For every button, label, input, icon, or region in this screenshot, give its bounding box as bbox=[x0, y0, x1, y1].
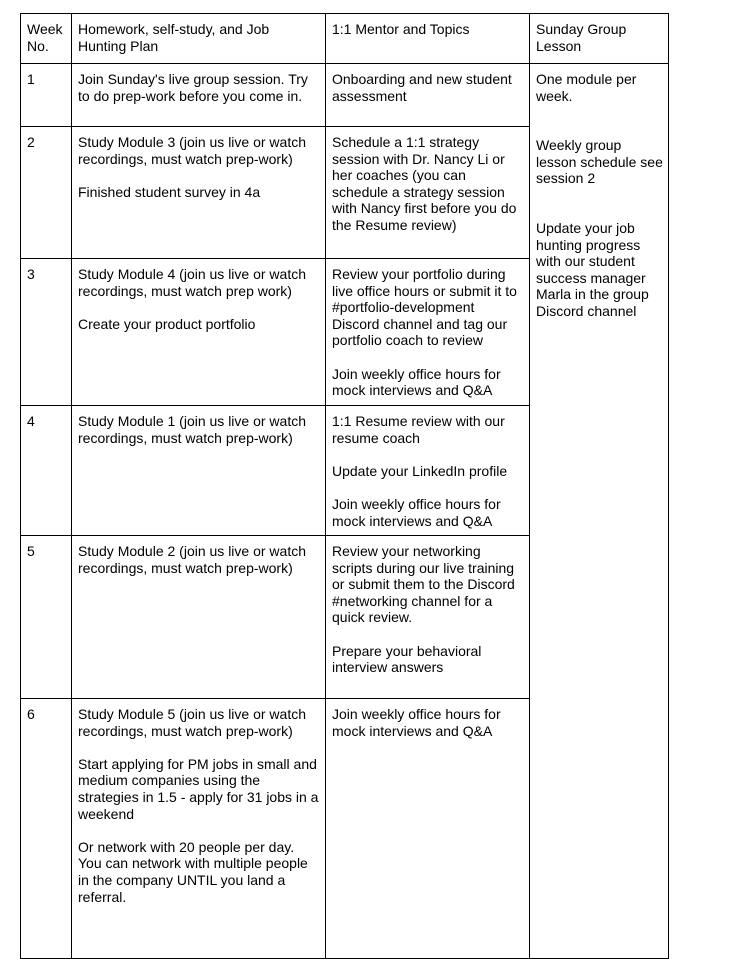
paragraph: Join Sunday's live group session. Try to do prep-work before you come in. bbox=[78, 71, 308, 104]
sunday-lesson-cell bbox=[530, 64, 669, 959]
paragraph: Finished student survey in 4a bbox=[78, 183, 261, 200]
week-cell: 3 bbox=[21, 259, 72, 406]
paragraph: Prepare your behavioral interview answers bbox=[332, 642, 482, 676]
paragraph: Or network with 20 people per day. You can network with multiple people in the company UNTIL you land a referral. bbox=[78, 838, 308, 905]
homework-cell bbox=[72, 536, 326, 699]
paragraph: Study Module 1 (join us live or watch recordings, must watch prep-work) bbox=[78, 413, 306, 446]
header-week: Week No. bbox=[21, 14, 72, 64]
week-cell: 5 bbox=[21, 536, 72, 699]
paragraph: Schedule a 1:1 strategy session with Dr. Nancy Li or her coaches (you can schedule a strategy session with Nancy first before you do the Resume review) bbox=[332, 134, 517, 233]
header-homework: Homework, self-study, and Job Hunting Plan bbox=[72, 14, 326, 64]
paragraph: Join weekly office hours for mock interviews and Q&A bbox=[332, 365, 501, 399]
paragraph: Join weekly office hours for mock interviews and Q&A bbox=[332, 495, 501, 529]
mentor-cell bbox=[326, 259, 530, 406]
paragraph: Onboarding and new student assessment bbox=[332, 71, 512, 104]
header-mentor: 1:1 Mentor and Topics bbox=[326, 14, 530, 64]
paragraph: Review your networking scripts during our live training or submit them to the Discord #networking channel for a quick review. bbox=[332, 543, 515, 626]
homework-cell bbox=[72, 406, 326, 536]
homework-cell bbox=[72, 699, 326, 959]
mentor-cell bbox=[326, 406, 530, 536]
mentor-cell bbox=[326, 699, 530, 959]
mentor-cell bbox=[326, 64, 530, 127]
week-cell: 1 bbox=[21, 64, 72, 127]
mentor-cell bbox=[326, 536, 530, 699]
week-cell: 2 bbox=[21, 127, 72, 259]
week-cell: 6 bbox=[21, 699, 72, 959]
mentor-cell bbox=[326, 127, 530, 259]
paragraph: Study Module 4 (join us live or watch recordings, must watch prep work) bbox=[78, 266, 306, 299]
paragraph: Study Module 3 (join us live or watch recordings, must watch prep-work) bbox=[78, 134, 306, 167]
header-row bbox=[21, 14, 669, 64]
paragraph: 1:1 Resume review with our resume coach bbox=[332, 413, 505, 446]
paragraph: Weekly group lesson schedule see session 2 bbox=[536, 137, 663, 187]
paragraph: Study Module 5 (join us live or watch recordings, must watch prep-work) bbox=[78, 706, 306, 739]
paragraph: Join weekly office hours for mock interviews and Q&A bbox=[332, 706, 501, 739]
homework-cell bbox=[72, 64, 326, 127]
paragraph: Update your LinkedIn profile bbox=[332, 462, 508, 479]
schedule-table bbox=[20, 13, 669, 959]
header-sunday: Sunday Group Lesson bbox=[530, 14, 669, 64]
paragraph: Update your job hunting progress with our student success manager Marla in the group Discord channel bbox=[536, 219, 649, 319]
paragraph: Create your product portfolio bbox=[78, 315, 256, 332]
paragraph: Study Module 2 (join us live or watch recordings, must watch prep-work) bbox=[78, 543, 306, 576]
paragraph: Start applying for PM jobs in small and medium companies using the strategies in 1.5 - apply for 31 jobs in a weekend bbox=[78, 755, 319, 822]
week-cell: 4 bbox=[21, 406, 72, 536]
paragraph: One module per week. bbox=[536, 71, 637, 104]
table-row bbox=[21, 64, 669, 127]
paragraph: Review your portfolio during live office hours or submit it to #portfolio-development Discord channel and tag our portfolio coach to review bbox=[332, 266, 517, 349]
homework-cell bbox=[72, 259, 326, 406]
homework-cell bbox=[72, 127, 326, 259]
